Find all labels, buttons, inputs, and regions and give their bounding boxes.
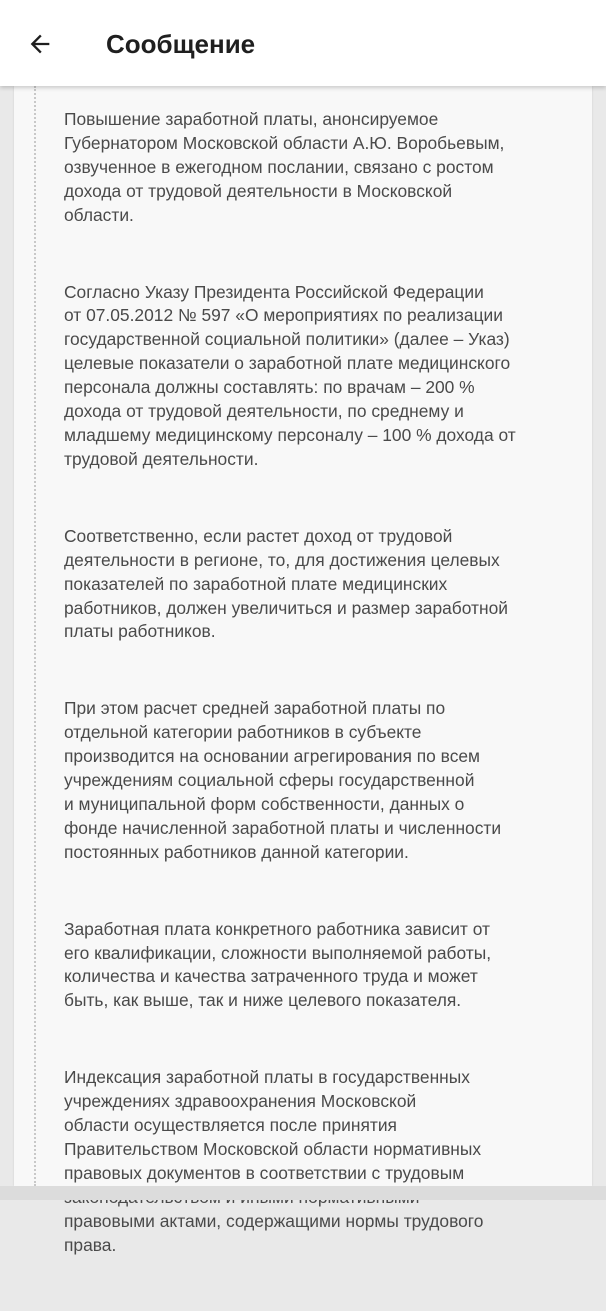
- arrow-left-icon: [26, 30, 54, 58]
- dotted-divider: [34, 86, 36, 1186]
- back-button[interactable]: [18, 22, 62, 66]
- message-text: [64, 108, 576, 1311]
- message-paragraph: При этом расчет средней заработной платы по отдельной категории работников в субъекте производится на основании агрегирования по всем учреждениям социальной сферы государственной и муниципальной форм собственности, данных о фонде начисленной заработной платы и численности постоянных работников данной категории.: [64, 698, 502, 862]
- app-bar: [0, 0, 606, 86]
- page-title: Сообщение: [106, 29, 256, 59]
- message-paragraph: Повышение заработной платы, анонсируемое Губернатором Московской области А.Ю. Воробьевым, озвученное в ежегодном послании, связано с ростом дохода от трудовой деятельности в Московской области.: [64, 109, 505, 225]
- message-paragraph: Соответственно, если растет доход от трудовой деятельности в регионе, то, для достижения целевых показателей по заработной плате медицинских работников, должен увеличиться и размер заработной платы работников.: [64, 525, 509, 642]
- message-paragraph: Согласно Указу Президента Российской Федерации от 07.05.2012 № 597 «О мероприятиях по реализации государственной социальной политики» (далее – Указ) целевые показатели о заработной плате медицинского персонала должны составлять: по врачам – 200 % дохода от трудовой деятельности, по среднему и младшему медицинскому персоналу – 100 % дохода от трудовой деятельности.: [64, 281, 516, 469]
- message-body[interactable]: [14, 86, 592, 1255]
- bottom-edge: [0, 1186, 606, 1200]
- message-paragraph: Заработная плата конкретного работника зависит от его квалификации, сложности выполняемой работы, количества и качества затраченного труда и может быть, как выше, так и ниже целевого показателя.: [64, 918, 492, 1011]
- message-paragraph: Индексация заработной платы в государственных учреждениях здравоохранения Московской области осуществляется после принятия Правительством Московской области нормативных правовых документов в соответствии с трудовым правовыми актами, содержащими нормы трудового права.: [64, 1067, 484, 1255]
